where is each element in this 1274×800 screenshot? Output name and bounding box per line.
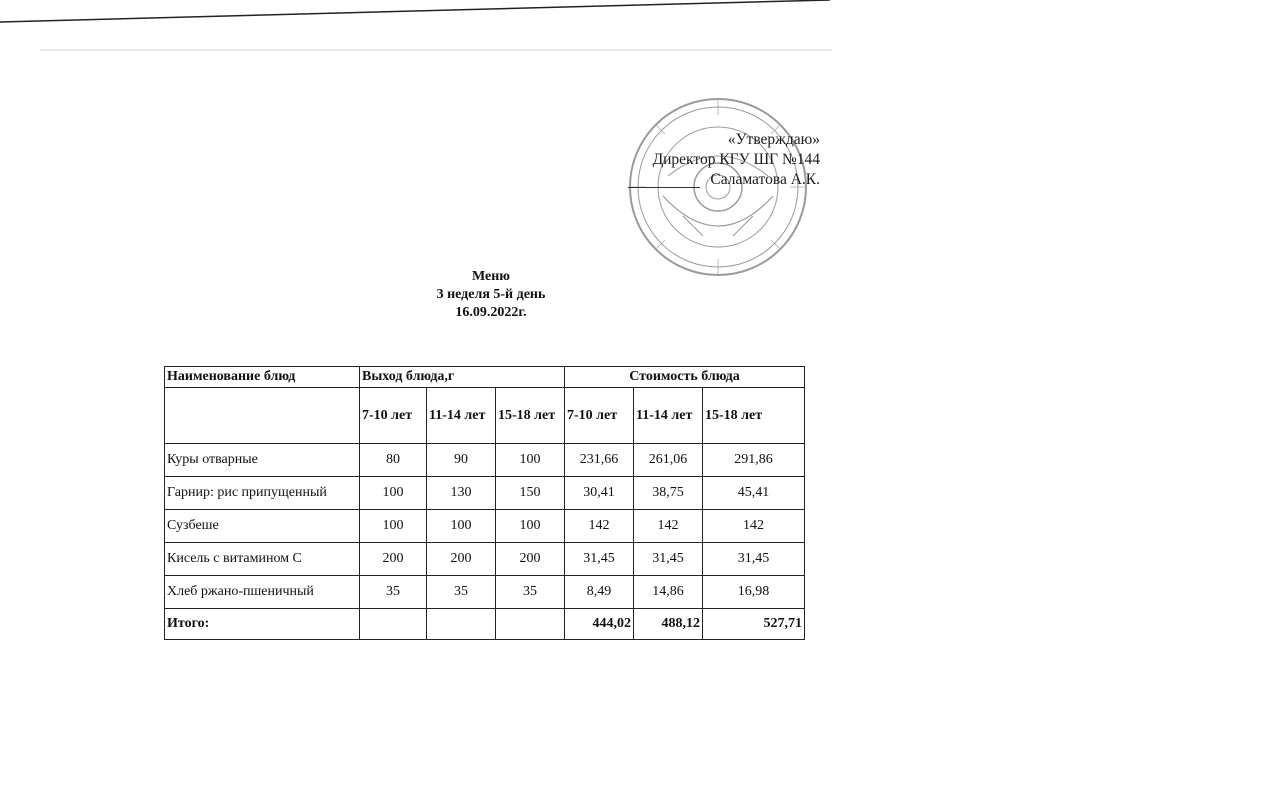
table-row: [165, 510, 805, 543]
header-output: Выход блюда,г: [360, 367, 565, 388]
table-cell: 130: [427, 477, 496, 510]
dish-name: Кисель с витамином С: [165, 543, 360, 576]
header-cost: Стоимость блюда: [565, 367, 805, 388]
table-cell: 14,86: [634, 576, 703, 609]
table-cell: 8,49: [565, 576, 634, 609]
table-row: [165, 576, 805, 609]
table-cell: 100: [427, 510, 496, 543]
total-cell: [496, 609, 565, 640]
dish-name: Хлеб ржано-пшеничный: [165, 576, 360, 609]
table-cell: 142: [634, 510, 703, 543]
total-cell: 444,02: [565, 609, 634, 640]
table-cell: 231,66: [565, 444, 634, 477]
title-date: 16.09.2022г.: [455, 305, 527, 320]
table-row: [165, 543, 805, 576]
table-cell: 35: [496, 576, 565, 609]
header-dish-name: Наименование блюд: [165, 367, 360, 388]
total-cell: [360, 609, 427, 640]
table-cell: 38,75: [634, 477, 703, 510]
approver-position: Директор КГУ ШГ №144: [652, 151, 820, 168]
total-label: Итого:: [165, 609, 360, 640]
total-row: [165, 609, 805, 640]
table-cell: 31,45: [565, 543, 634, 576]
dish-name: Куры отварные: [165, 444, 360, 477]
table-cell: 100: [360, 477, 427, 510]
table-cell: 100: [496, 444, 565, 477]
approval-heading: «Утверждаю»: [727, 131, 820, 148]
total-cell: 488,12: [634, 609, 703, 640]
menu-table: [164, 366, 805, 640]
title-menu: Меню: [471, 269, 510, 284]
table-cell: 31,45: [703, 543, 805, 576]
table-cell: 31,45: [634, 543, 703, 576]
table-row: [165, 444, 805, 477]
table-cell: 100: [360, 510, 427, 543]
total-cell: [427, 609, 496, 640]
table-cell: 261,06: [634, 444, 703, 477]
table-cell: 291,86: [703, 444, 805, 477]
table-cell: 35: [360, 576, 427, 609]
table-cell: 16,98: [703, 576, 805, 609]
signature-line: [628, 187, 700, 188]
table-cell: 90: [427, 444, 496, 477]
header-age: 15-18 лет: [703, 388, 805, 444]
table-cell: 30,41: [565, 477, 634, 510]
table-cell: 200: [360, 543, 427, 576]
table-cell: 150: [496, 477, 565, 510]
table-cell: 142: [565, 510, 634, 543]
table-cell: 200: [427, 543, 496, 576]
table-cell: 35: [427, 576, 496, 609]
total-cell: 527,71: [703, 609, 805, 640]
table-cell: 45,41: [703, 477, 805, 510]
table-cell: 80: [360, 444, 427, 477]
header-blank: [165, 388, 360, 444]
header-age: 7-10 лет: [360, 388, 427, 444]
table-cell: 200: [496, 543, 565, 576]
approver-name: Саламатова А.К.: [710, 171, 820, 188]
table-cell: 142: [703, 510, 805, 543]
header-age: 11-14 лет: [634, 388, 703, 444]
approval-block: [600, 130, 820, 190]
header-age: 11-14 лет: [427, 388, 496, 444]
dish-name: Сузбеше: [165, 510, 360, 543]
table-cell: 100: [496, 510, 565, 543]
header-age: 7-10 лет: [565, 388, 634, 444]
dish-name: Гарнир: рис припущенный: [165, 477, 360, 510]
header-age: 15-18 лет: [496, 388, 565, 444]
title-week-day: 3 неделя 5-й день: [436, 287, 546, 302]
document-title: [380, 268, 602, 322]
table-row: [165, 477, 805, 510]
